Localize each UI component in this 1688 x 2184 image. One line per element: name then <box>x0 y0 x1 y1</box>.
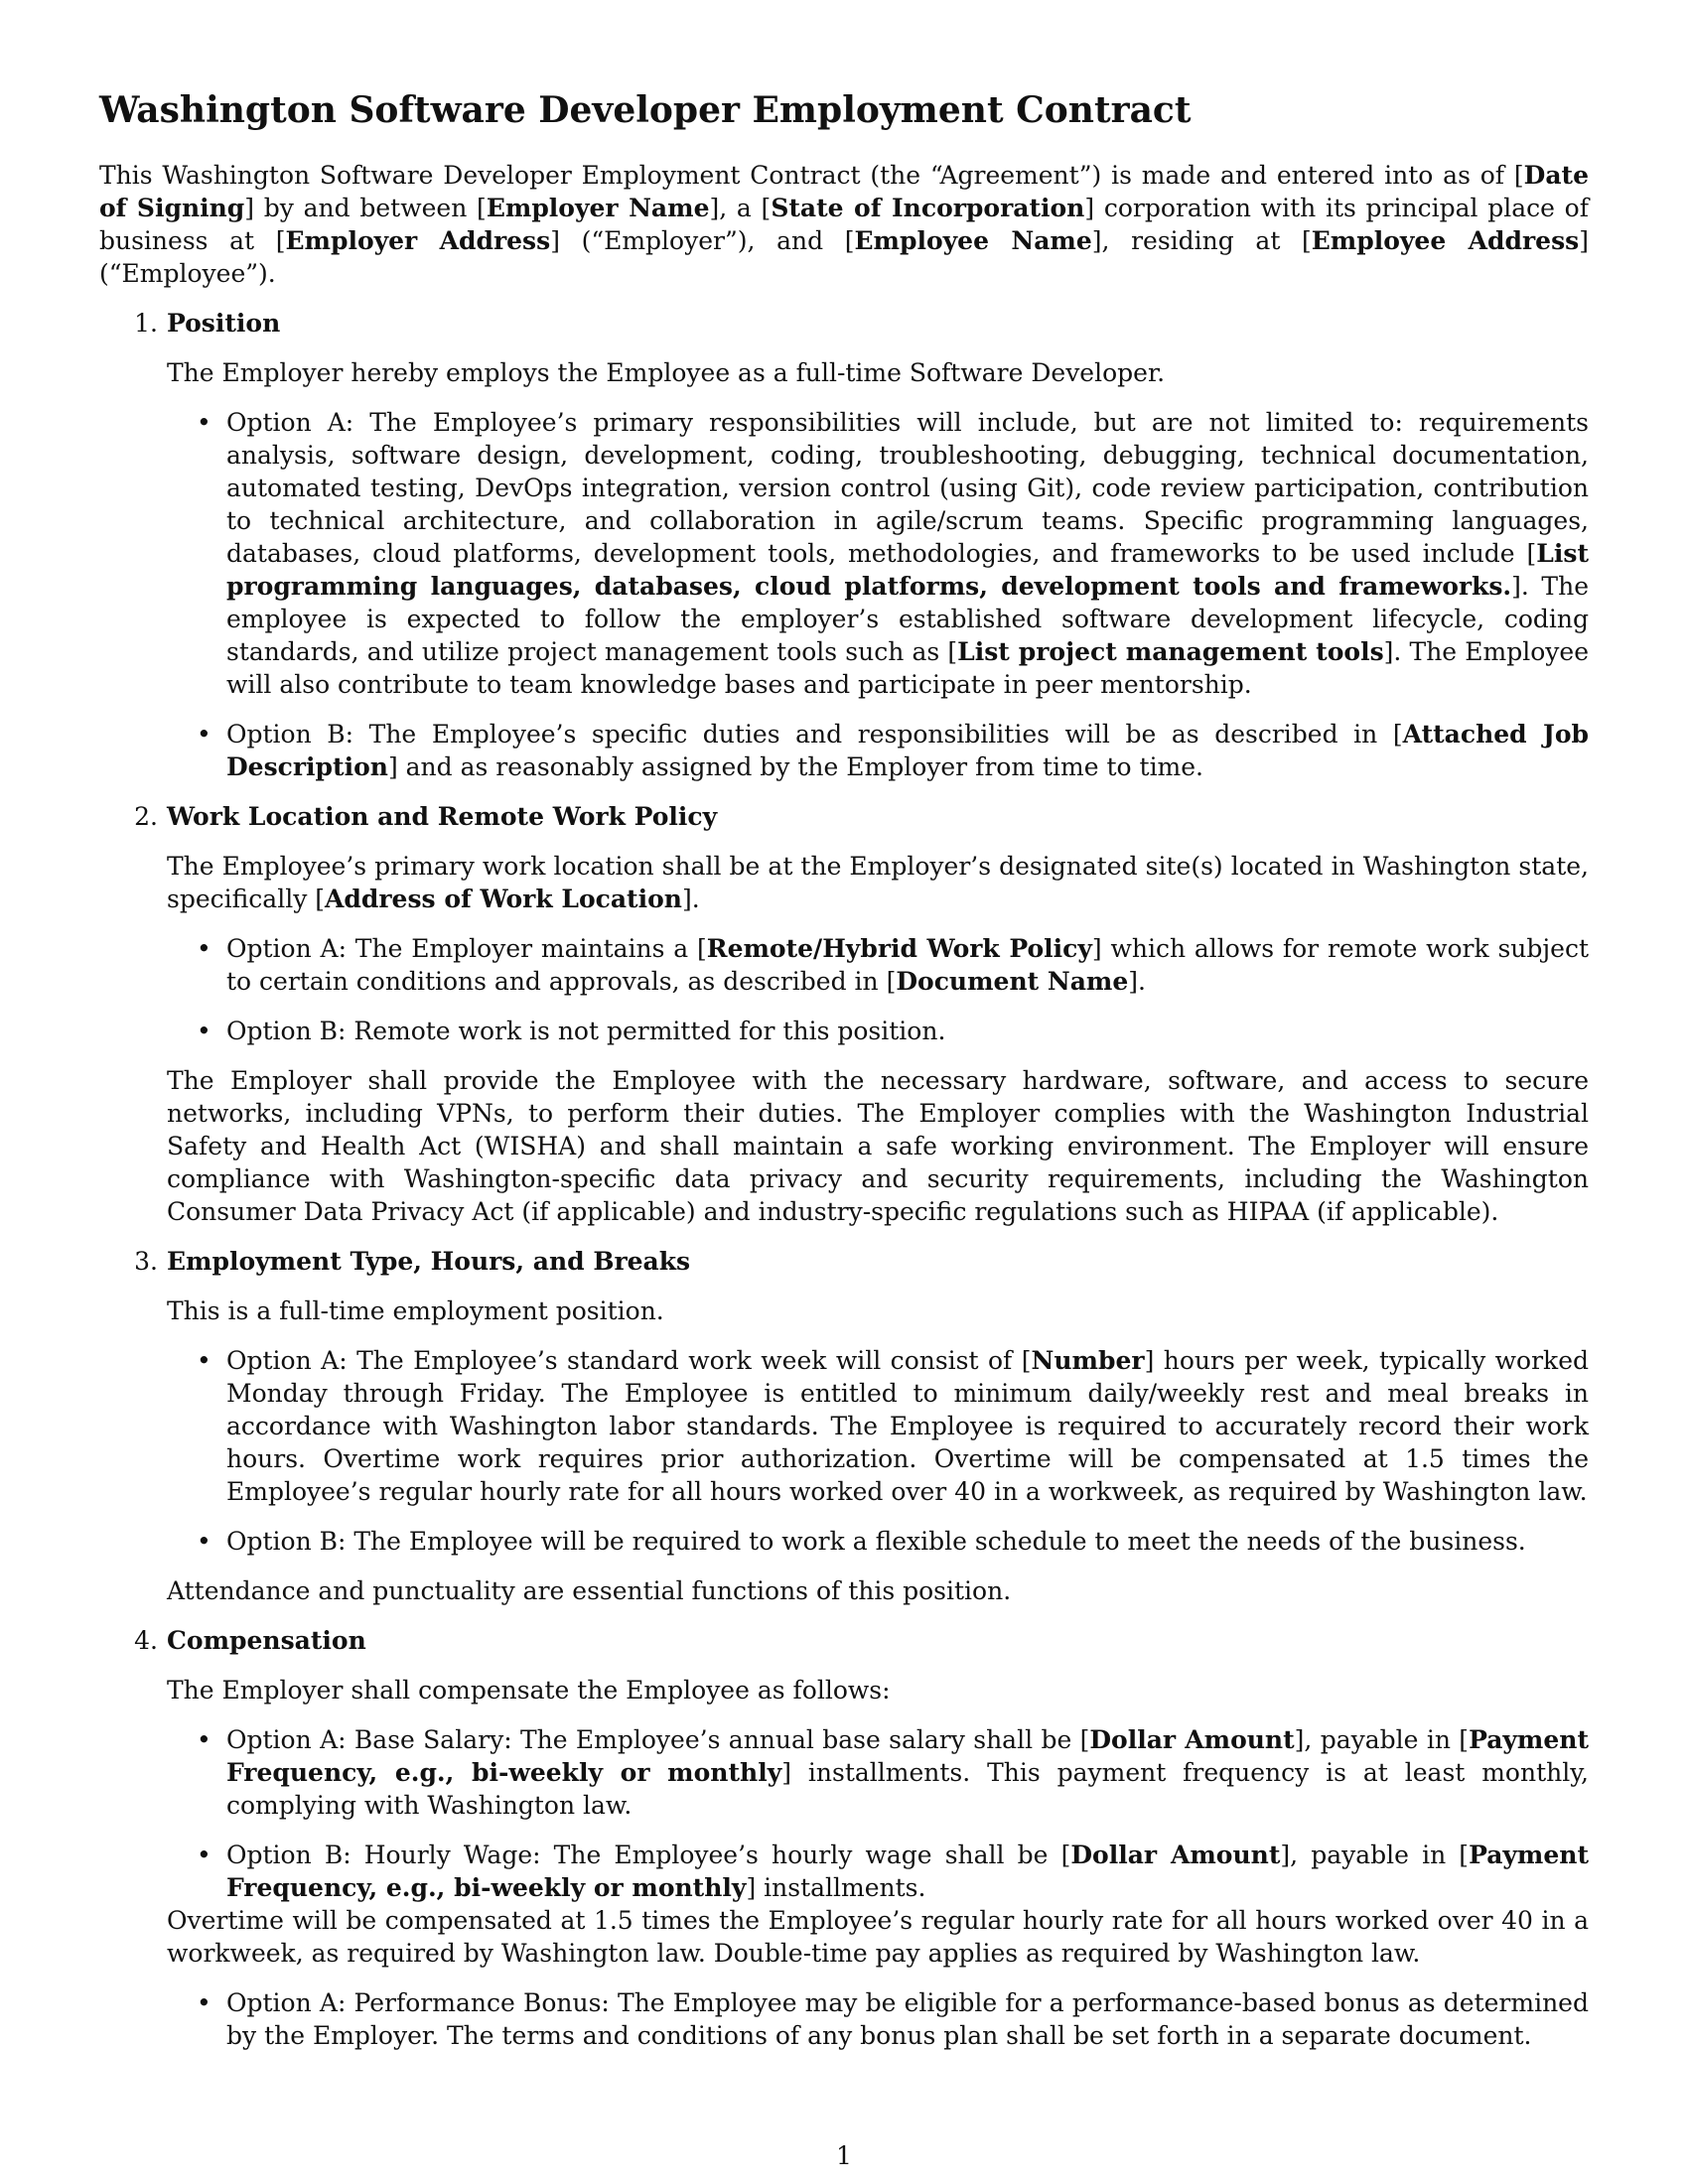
bullet-icon: • <box>197 1841 211 1869</box>
section-body <box>167 1674 1589 2052</box>
placeholder-field: State of Incorporation <box>771 194 1085 222</box>
placeholder-field: Dollar Amount <box>1070 1841 1281 1869</box>
section-body <box>167 1295 1589 1607</box>
option-item: • Option B: The Employee’s specific duties and responsibilities will be as described in [Attached Job Description] and as reasonably assigned by the Employer from time to time. <box>197 720 1589 781</box>
placeholder-field: Attached Job Description <box>226 720 1589 781</box>
bullet-icon: • <box>197 720 211 749</box>
section-number: 1. <box>134 309 158 338</box>
option-item: • Option A: The Employer maintains a [Remote/Hybrid Work Policy] which allows for remote work subject to certain conditions and approvals, as described in [Document Name]. <box>197 934 1590 996</box>
section-number: 4. <box>134 1626 158 1655</box>
option-item: • Option A: Base Salary: The Employee’s annual base salary shall be [Dollar Amount], payable in [Payment Frequency, e.g., bi-weekly or monthly] installments. This payment frequency is at least monthly, complying with Washington law. <box>197 1725 1589 1820</box>
placeholder-field: Employee Name <box>854 226 1092 255</box>
section <box>99 1245 1589 1607</box>
bullet-icon: • <box>197 934 211 963</box>
placeholder-field: Payment Frequency, e.g., bi-weekly or monthly <box>226 1725 1589 1787</box>
section <box>99 1624 1589 2052</box>
section-title: Work Location and Remote Work Policy <box>167 802 718 831</box>
intro-paragraph: This Washington Software Developer Employment Contract (the “Agreement”) is made and entered into as of [Date of Signing] by and between [Employer Name], a [State of Incorporation] corporation with its principal place of business at [Employer Address] (“Employer”), and [Employee Name], residing at [Employee Address] (“Employee”). <box>99 161 1589 288</box>
section-heading <box>99 1624 1589 1657</box>
placeholder-field: List programming languages, databases, cloud platforms, development tools and frameworks. <box>226 539 1589 601</box>
section-heading <box>99 307 1589 340</box>
option-list <box>167 1986 1589 2052</box>
option-item: • Option B: The Employee will be required to work a flexible schedule to meet the needs of the business. <box>197 1527 1526 1556</box>
section <box>99 800 1589 1228</box>
paragraph: The Employer hereby employs the Employee as a full-time Software Developer. <box>167 358 1166 387</box>
placeholder-field: Employee Address <box>1311 226 1580 255</box>
section-body <box>167 850 1589 1228</box>
section-body <box>167 356 1589 783</box>
page-number: 1 <box>836 2141 852 2170</box>
option-list <box>167 932 1589 1047</box>
placeholder-field: Employer Address <box>285 226 551 255</box>
option-list <box>167 1723 1589 1904</box>
sections-list <box>99 307 1589 2052</box>
paragraph: The Employer shall provide the Employee with the necessary hardware, software, and access to secure networks, including VPNs, to perform their duties. The Employer complies with the Washington Industrial Safety and Health Act (WISHA) and shall maintain a safe working environment. The Employer will ensure compliance with Washington-specific data privacy and security requirements, including the Washington Consumer Data Privacy Act (if applicable) and industry-specific regulations such as HIPAA (if applicable). <box>167 1066 1589 1226</box>
section-heading <box>99 800 1589 833</box>
option-item: • Option A: The Employee’s primary responsibilities will include, but are not limited to: requirements analysis, software design, development, coding, troubleshooting, debugging, technical documentation, automated testing, DevOps integration, version control (using Git), code review participation, contribution to technical architecture, and collaboration in agile/scrum teams. Specific programming languages, databases, cloud platforms, development tools, methodologies, and frameworks to be used include [List programming languages, databases, cloud platforms, development tools and frameworks.]. The employee is expected to follow the employer’s established software development lifecycle, coding standards, and utilize project management tools such as [List project management tools]. The Employee will also contribute to team knowledge bases and participate in peer mentorship. <box>197 408 1589 699</box>
placeholder-field: List project management tools <box>957 637 1384 666</box>
bullet-icon: • <box>197 1017 211 1045</box>
section-heading <box>99 1245 1589 1278</box>
placeholder-field: Dollar Amount <box>1089 1725 1295 1754</box>
section-title: Compensation <box>167 1626 366 1655</box>
placeholder-field: Payment Frequency, e.g., bi-weekly or monthly <box>226 1841 1590 1902</box>
paragraph: Attendance and punctuality are essential functions of this position. <box>167 1576 1012 1605</box>
placeholder-field: Employer Name <box>486 194 710 222</box>
option-list <box>167 406 1589 783</box>
placeholder-field: Remote/Hybrid Work Policy <box>706 934 1092 963</box>
option-item: • Option A: The Employee’s standard work week will consist of [Number] hours per week, typically worked Monday through Friday. The Employee is entitled to minimum daily/weekly rest and meal breaks in accordance with Washington labor standards. The Employee is required to accurately record their work hours. Overtime work requires prior authorization. Overtime will be compensated at 1.5 times the Employee’s regular hourly rate for all hours worked over 40 in a workweek, as required by Washington law. <box>197 1346 1589 1506</box>
placeholder-field: Address of Work Location <box>325 885 682 913</box>
section-number: 3. <box>134 1247 158 1276</box>
placeholder-field: Document Name <box>896 967 1129 996</box>
paragraph: Overtime will be compensated at 1.5 times the Employee’s regular hourly rate for all hours worked over 40 in a workweek, as required by Washington law. Double-time pay applies as required by Washington law. <box>167 1906 1589 1968</box>
bullet-icon: • <box>197 1346 211 1375</box>
placeholder-field: Number <box>1031 1346 1145 1375</box>
bullet-icon: • <box>197 1725 211 1754</box>
option-item: • Option A: Performance Bonus: The Employee may be eligible for a performance-based bonus as determined by the Employer. The terms and conditions of any bonus plan shall be set forth in a separate document. <box>197 1988 1589 2050</box>
option-list <box>167 1344 1589 1558</box>
paragraph: The Employer shall compensate the Employee as follows: <box>167 1676 891 1705</box>
paragraph: The Employee’s primary work location shall be at the Employer’s designated site(s) located in Washington state, specifically [Address of Work Location]. <box>167 852 1589 913</box>
bullet-icon: • <box>197 1988 211 2017</box>
bullet-icon: • <box>197 408 211 437</box>
section <box>99 307 1589 783</box>
paragraph: This is a full-time employment position. <box>167 1297 664 1325</box>
placeholder-field: Date of Signing <box>99 161 1589 222</box>
document-title: Washington Software Developer Employment Contract <box>99 89 1192 131</box>
option-item: • Option B: Remote work is not permitted for this position. <box>197 1017 946 1045</box>
section-title: Employment Type, Hours, and Breaks <box>167 1247 691 1276</box>
section-number: 2. <box>134 802 158 831</box>
document-page <box>99 87 1589 2052</box>
bullet-icon: • <box>197 1527 211 1556</box>
option-item: • Option B: Hourly Wage: The Employee’s hourly wage shall be [Dollar Amount], payable in [Payment Frequency, e.g., bi-weekly or monthly] installments. <box>197 1841 1590 1902</box>
section-title: Position <box>167 309 281 338</box>
